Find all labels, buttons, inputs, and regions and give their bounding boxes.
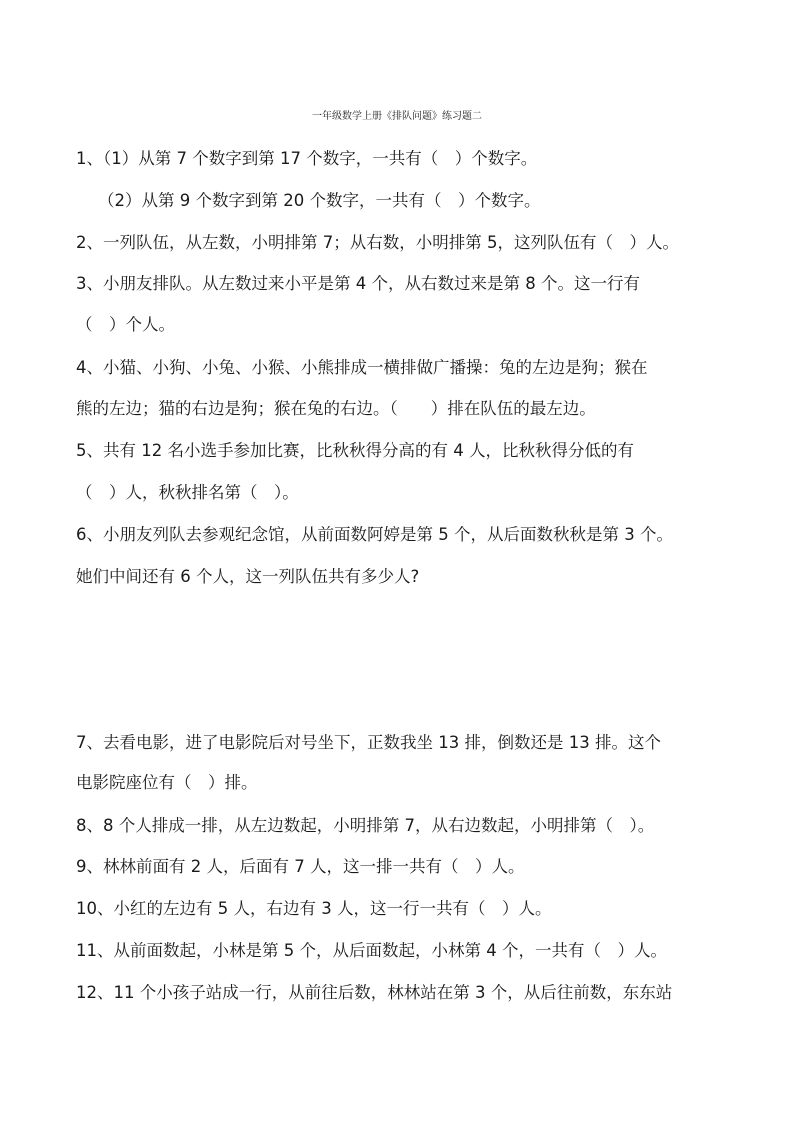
question-5-line-2: （ ）人，秋秋排名第（ ）。	[76, 483, 299, 502]
question-1-part-1: 1、（1）从第 7 个数字到第 17 个数字，一共有（ ）个数字。	[76, 149, 538, 168]
question-5-line-1: 5、共有 12 名小选手参加比赛，比秋秋得分高的有 4 人，比秋秋得分低的有	[76, 441, 634, 460]
question-9: 9、林林前面有 2 人，后面有 7 人，这一排一共有（ ）人。	[76, 857, 525, 876]
question-8: 8、8 个人排成一排，从左边数起，小明排第 7，从右边数起，小明排第（ ）。	[76, 816, 655, 835]
question-3-line-2: （ ）个人。	[76, 315, 175, 334]
question-4-line-2: 熊的左边；猫的右边是狗；猴在兔的右边。（ ）排在队伍的最左边。	[76, 399, 596, 418]
question-1-part-2: （2）从第 9 个数字到第 20 个数字，一共有（ ）个数字。	[98, 191, 541, 210]
question-11: 11、从前面数起，小林是第 5 个，从后面数起，小林第 4 个，一共有（ ）人。	[76, 941, 667, 960]
question-7-line-1: 7、去看电影，进了电影院后对号坐下，正数我坐 13 排，倒数还是 13 排。这个	[76, 733, 661, 752]
question-12-line-1: 12、11 个小孩子站成一行，从前往后数，林林站在第 3 个，从后往前数，东东站	[76, 983, 673, 1002]
question-6-line-1: 6、小朋友列队去参观纪念馆，从前面数阿婷是第 5 个，从后面数秋秋是第 3 个。	[76, 525, 673, 544]
question-6-line-2: 她们中间还有 6 个人，这一列队伍共有多少人?	[76, 567, 420, 586]
question-3-line-1: 3、小朋友排队。从左数过来小平是第 4 个，从右数过来是第 8 个。这一行有	[76, 274, 640, 293]
question-7-line-2: 电影院座位有（ ）排。	[76, 773, 258, 792]
worksheet-title: 一年级数学上册《排队问题》练习题二	[312, 111, 482, 122]
question-2: 2、一列队伍，从左数，小明排第 7；从右数，小明排第 5，这列队伍有（ ）人。	[76, 233, 679, 252]
question-10: 10、小红的左边有 5 人，右边有 3 人，这一行一共有（ ）人。	[76, 899, 552, 918]
question-4-line-1: 4、小猫、小狗、小兔、小猴、小熊排成一横排做广播操：兔的左边是狗；猴在	[76, 358, 648, 377]
